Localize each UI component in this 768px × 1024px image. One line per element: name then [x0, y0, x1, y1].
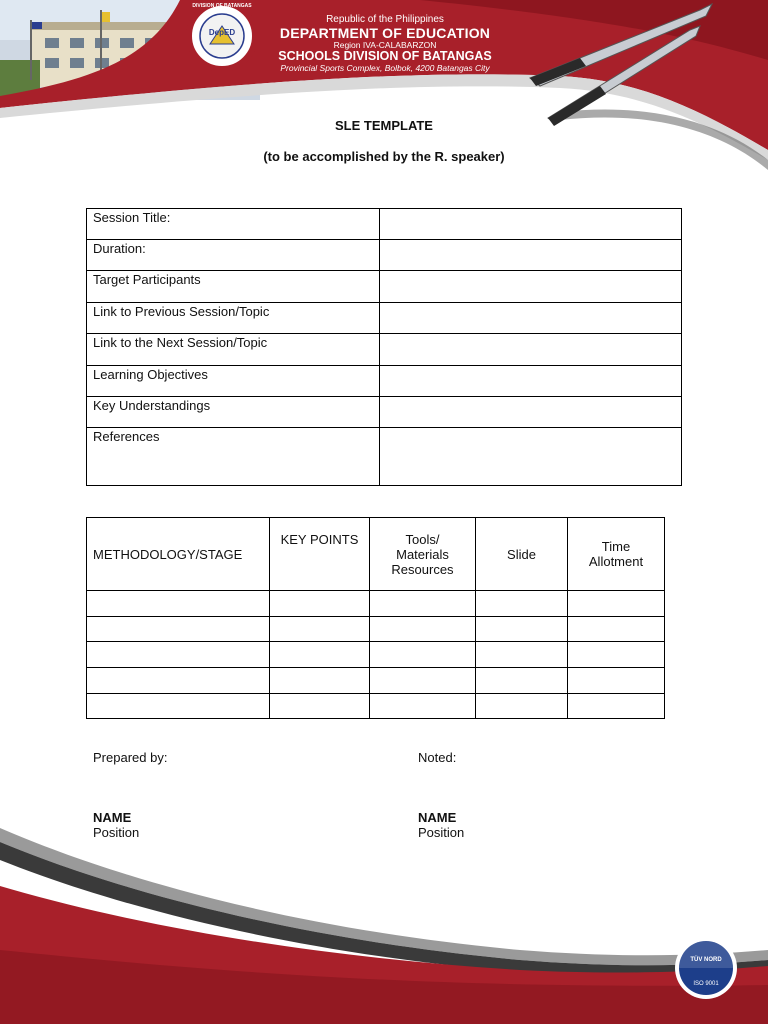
table-header-row	[87, 518, 665, 591]
header-republic: Republic of the Philippines	[326, 14, 444, 25]
header-time-line-1: Time	[601, 539, 631, 554]
table-row	[87, 240, 682, 271]
table-row	[87, 642, 665, 668]
table-cell[interactable]	[370, 694, 476, 719]
table-cell[interactable]	[370, 642, 476, 668]
table-cell[interactable]	[476, 694, 568, 719]
row-value[interactable]	[380, 428, 682, 486]
seal-iso: ISO 9001	[693, 981, 719, 987]
table-cell[interactable]	[476, 642, 568, 668]
table-cell[interactable]	[476, 668, 568, 694]
table-cell[interactable]	[370, 591, 476, 617]
table-cell[interactable]	[568, 591, 665, 617]
table-cell[interactable]	[270, 668, 370, 694]
table-cell[interactable]	[87, 668, 270, 694]
header-tools-line-1: Tools/	[405, 531, 440, 547]
row-label: Learning Objectives	[87, 366, 380, 397]
table-cell[interactable]	[270, 642, 370, 668]
table-cell[interactable]	[476, 591, 568, 617]
row-label: Target Participants	[87, 271, 380, 303]
footer-banner	[0, 820, 768, 1024]
header-time-line-2: Allotment	[588, 554, 644, 569]
table-row	[87, 668, 665, 694]
prepared-position: Position	[93, 825, 140, 840]
logo-text: DepED	[208, 28, 236, 37]
row-label: Link to the Next Session/Topic	[87, 334, 380, 366]
row-value[interactable]	[380, 397, 682, 428]
row-value[interactable]	[380, 366, 682, 397]
noted-name: NAME	[418, 810, 457, 825]
prepared-by-label: Prepared by:	[93, 750, 168, 765]
noted-label: Noted:	[418, 750, 457, 765]
table-cell[interactable]	[370, 668, 476, 694]
row-label: Session Title:	[87, 209, 380, 240]
table-cell[interactable]	[568, 668, 665, 694]
header-region: Region IVA-CALABARZON	[333, 40, 437, 50]
header-division: SCHOOLS DIVISION OF BATANGAS	[278, 49, 492, 63]
table-row	[87, 591, 665, 617]
table-row	[87, 209, 682, 240]
row-label: Key Understandings	[87, 397, 380, 428]
table-row	[87, 303, 682, 334]
header-tools-line-3: Resources	[391, 561, 454, 577]
methodology-table	[86, 517, 665, 719]
header-address: Provincial Sports Complex, Bolbok, 4200 Batangas City	[280, 63, 490, 73]
row-value[interactable]	[380, 271, 682, 303]
table-cell[interactable]	[87, 617, 270, 642]
table-cell[interactable]	[270, 694, 370, 719]
table-row	[87, 694, 665, 719]
table-cell[interactable]	[87, 694, 270, 719]
row-value[interactable]	[380, 334, 682, 366]
row-label: Link to Previous Session/Topic	[87, 303, 380, 334]
table-cell[interactable]	[370, 617, 476, 642]
header-key-points: KEY POINTS	[270, 518, 370, 591]
table-row	[87, 397, 682, 428]
table-row	[87, 617, 665, 642]
row-label: Duration:	[87, 240, 380, 271]
logo-ring-text: DIVISION OF BATANGAS	[192, 3, 252, 9]
table-cell[interactable]	[476, 617, 568, 642]
row-value[interactable]	[380, 240, 682, 271]
header-slide: Slide	[476, 518, 568, 591]
table-cell[interactable]	[568, 617, 665, 642]
header-time-allotment	[568, 518, 665, 591]
session-info-table	[86, 208, 682, 486]
seal-title: TÜV NORD	[690, 957, 722, 963]
prepared-name: NAME	[93, 810, 132, 825]
table-cell[interactable]	[87, 642, 270, 668]
table-row	[87, 271, 682, 303]
noted-position: Position	[418, 825, 465, 840]
table-cell[interactable]	[270, 617, 370, 642]
table-cell[interactable]	[568, 642, 665, 668]
table-cell[interactable]	[568, 694, 665, 719]
header-tools-line-2: Materials	[396, 546, 449, 562]
header-tools	[370, 518, 476, 591]
document-title: SLE TEMPLATE	[335, 118, 433, 133]
table-row	[87, 334, 682, 366]
table-row	[87, 428, 682, 486]
document-subtitle: (to be accomplished by the R. speaker)	[263, 149, 505, 164]
table-cell[interactable]	[270, 591, 370, 617]
row-value[interactable]	[380, 209, 682, 240]
row-label: References	[87, 428, 380, 486]
row-value[interactable]	[380, 303, 682, 334]
header-department: DEPARTMENT OF EDUCATION	[279, 25, 491, 41]
tuv-nord-seal-icon	[675, 937, 737, 999]
table-row	[87, 366, 682, 397]
header-methodology: METHODOLOGY/STAGE	[87, 518, 270, 591]
table-cell[interactable]	[87, 591, 270, 617]
